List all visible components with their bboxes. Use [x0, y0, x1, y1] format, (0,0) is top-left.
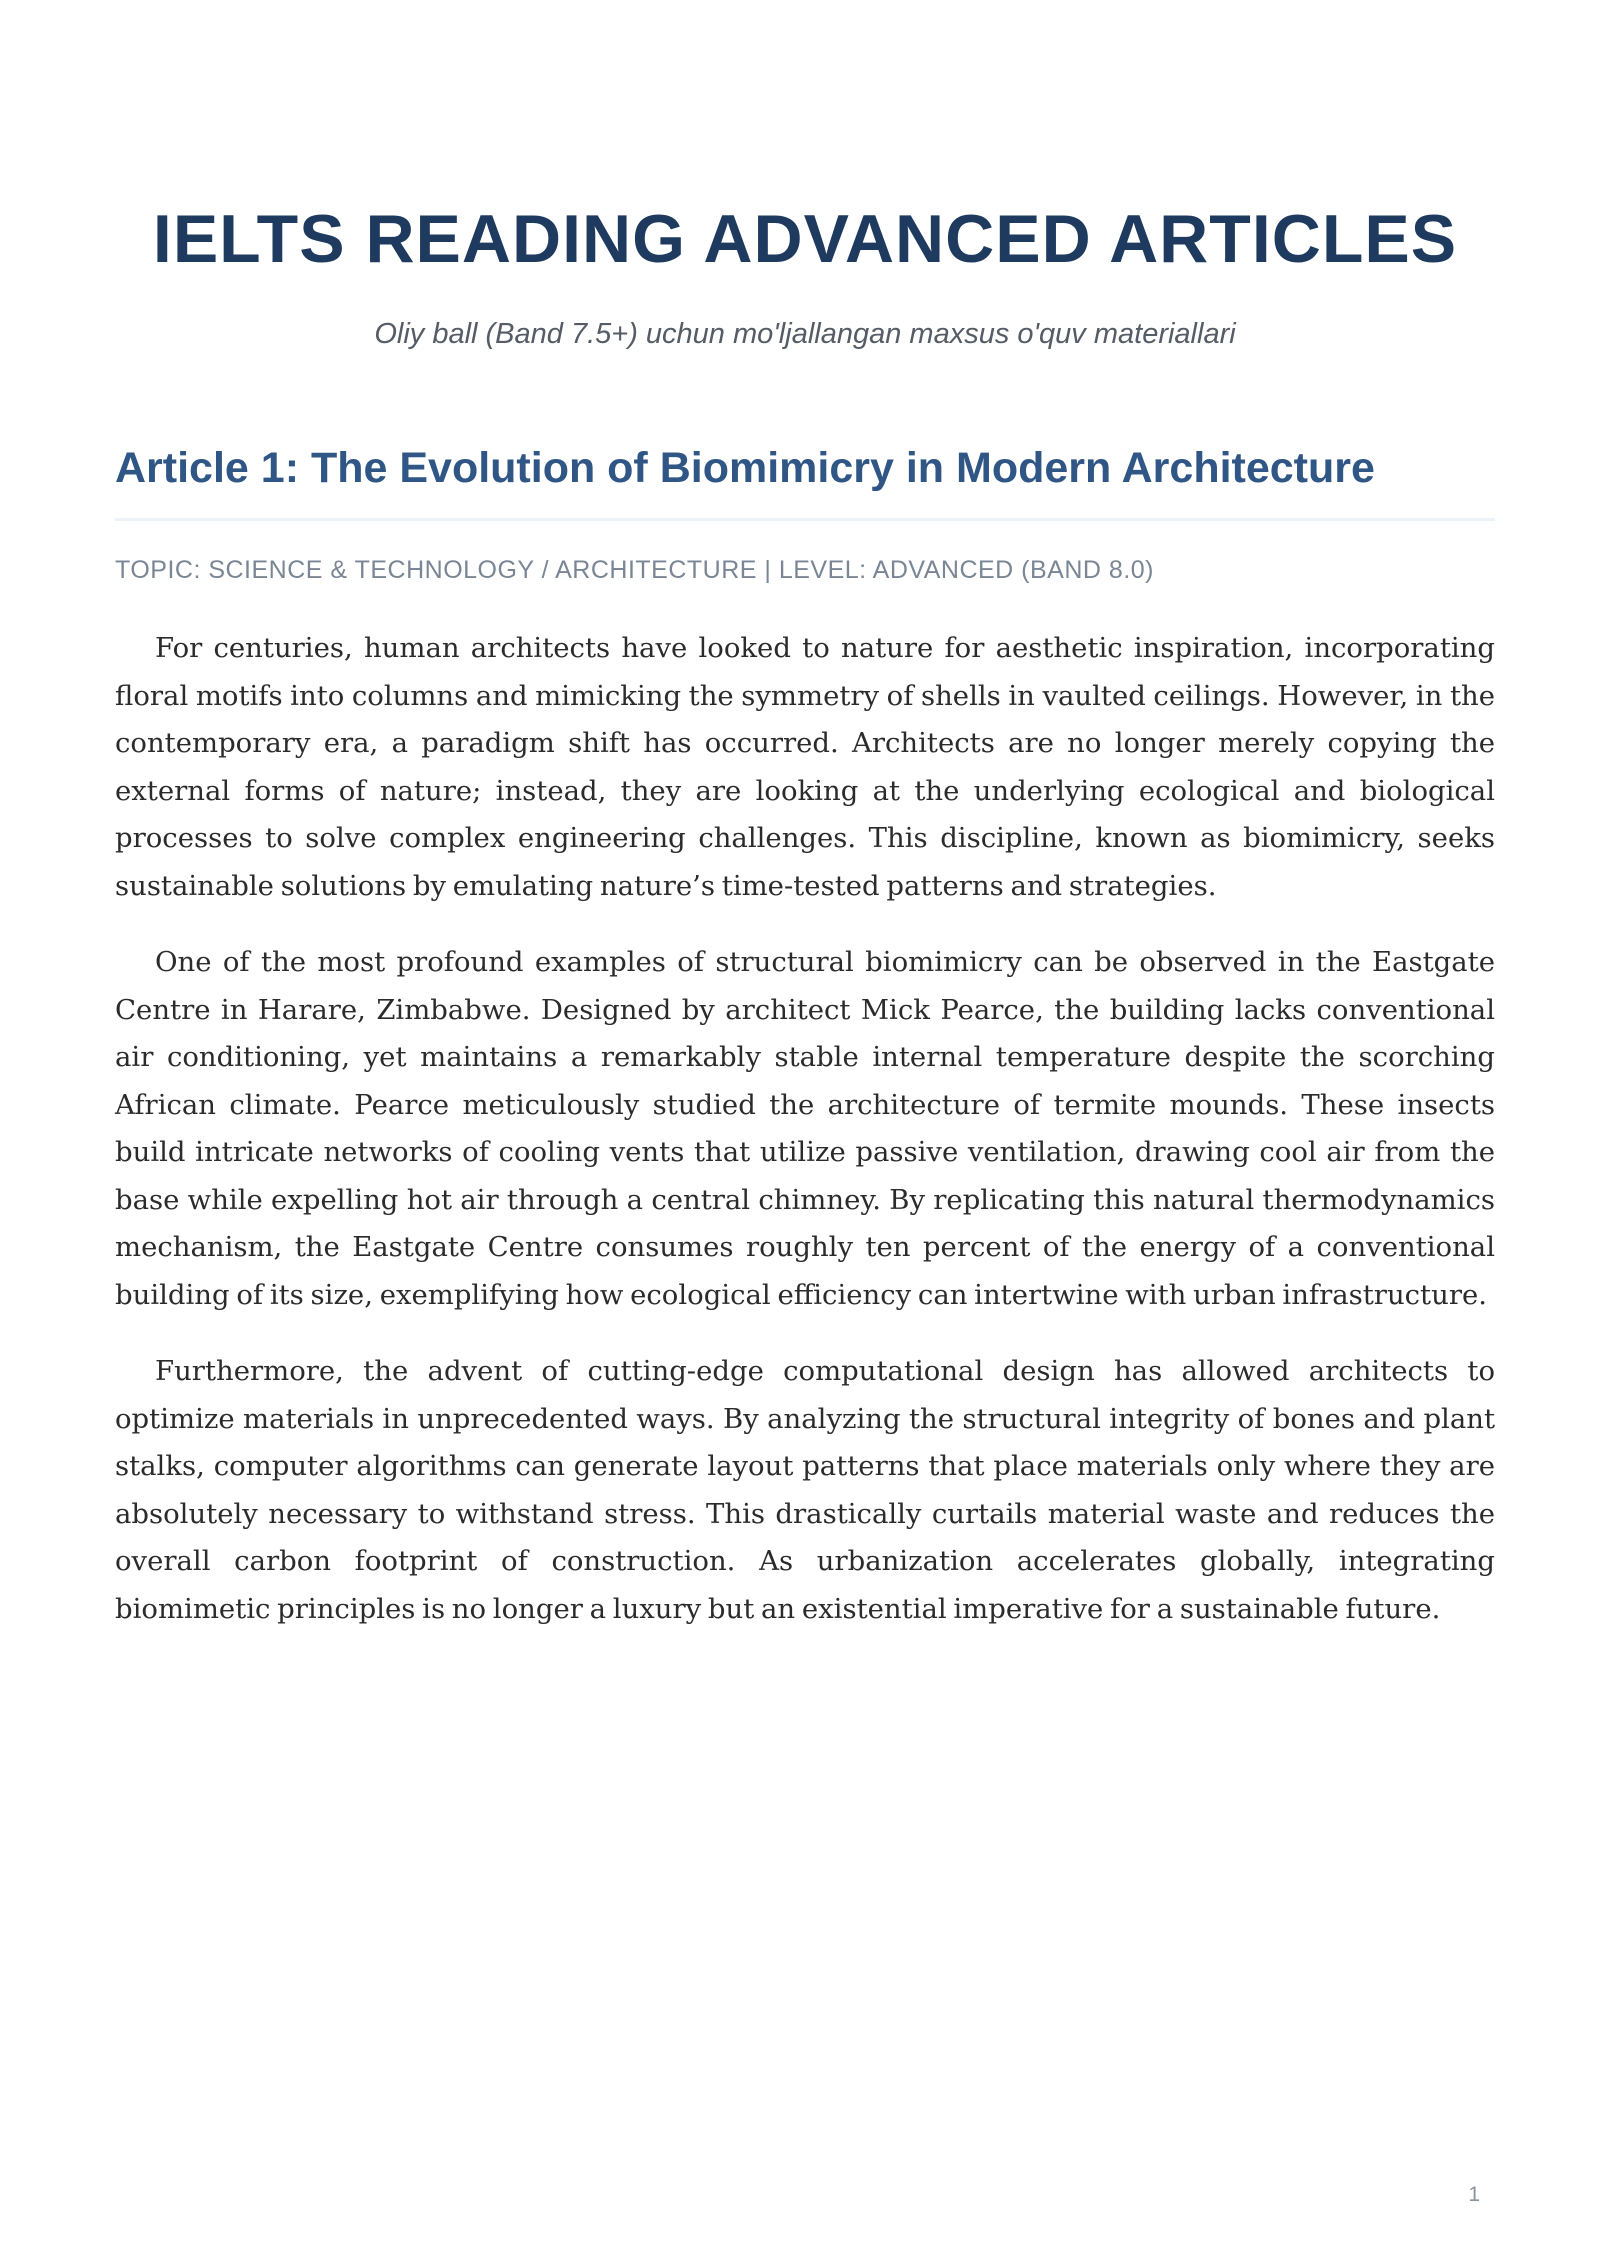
page-number: 1	[1468, 2183, 1480, 2206]
title-divider	[115, 518, 1495, 521]
article-paragraph: For centuries, human architects have looked to nature for aesthetic inspiration, incorporating floral motifs into columns and mimicking the symmetry of shells in vaulted ceilings. However, in the contemporary era, a paradigm shift has occurred. Architects are no longer merely copying the external forms of nature; instead, they are looking at the underlying ecological and biological processes to solve complex engineering challenges. This discipline, known as biomimicry, seeks sustainable solutions by emulating nature’s time-tested patterns and strategies.	[115, 632, 1495, 902]
article-title: Article 1: The Evolution of Biomimicry in Modern Architecture	[115, 444, 1375, 492]
article-paragraph: One of the most profound examples of structural biomimicry can be observed in the Eastgate Centre in Harare, Zimbabwe. Designed by architect Mick Pearce, the building lacks conventional air conditioning, yet maintains a remarkably stable internal temperature despite the scorching African climate. Pearce meticulously studied the architecture of termite mounds. These insects build intricate networks of cooling vents that utilize passive ventilation, drawing cool air from the base while expelling hot air through a central chimney. By replicating this natural thermodynamics mechanism, the Eastgate Centre consumes roughly ten percent of the energy of a conventional building of its size, exemplifying how ecological efficiency can intertwine with urban infrastructure.	[115, 946, 1495, 1311]
article-paragraph: Furthermore, the advent of cutting-edge computational design has allowed architects to optimize materials in unprecedented ways. By analyzing the structural integrity of bones and plant stalks, computer algorithms can generate layout patterns that place materials only where they are absolutely necessary to withstand stress. This drastically curtails material waste and reduces the overall carbon footprint of construction. As urbanization accelerates globally, integrating biomimetic principles is no longer a luxury but an existential imperative for a sustainable future.	[115, 1355, 1495, 1625]
article-body	[115, 625, 1495, 1662]
document-title: IELTS READING ADVANCED ARTICLES	[152, 201, 1458, 277]
document-subtitle: Oliy ball (Band 7.5+) uchun mo'ljallangan maxsus o'quv materiallari	[374, 318, 1236, 350]
article-meta: TOPIC: SCIENCE & TECHNOLOGY / ARCHITECTURE | LEVEL: ADVANCED (BAND 8.0)	[115, 556, 1154, 584]
